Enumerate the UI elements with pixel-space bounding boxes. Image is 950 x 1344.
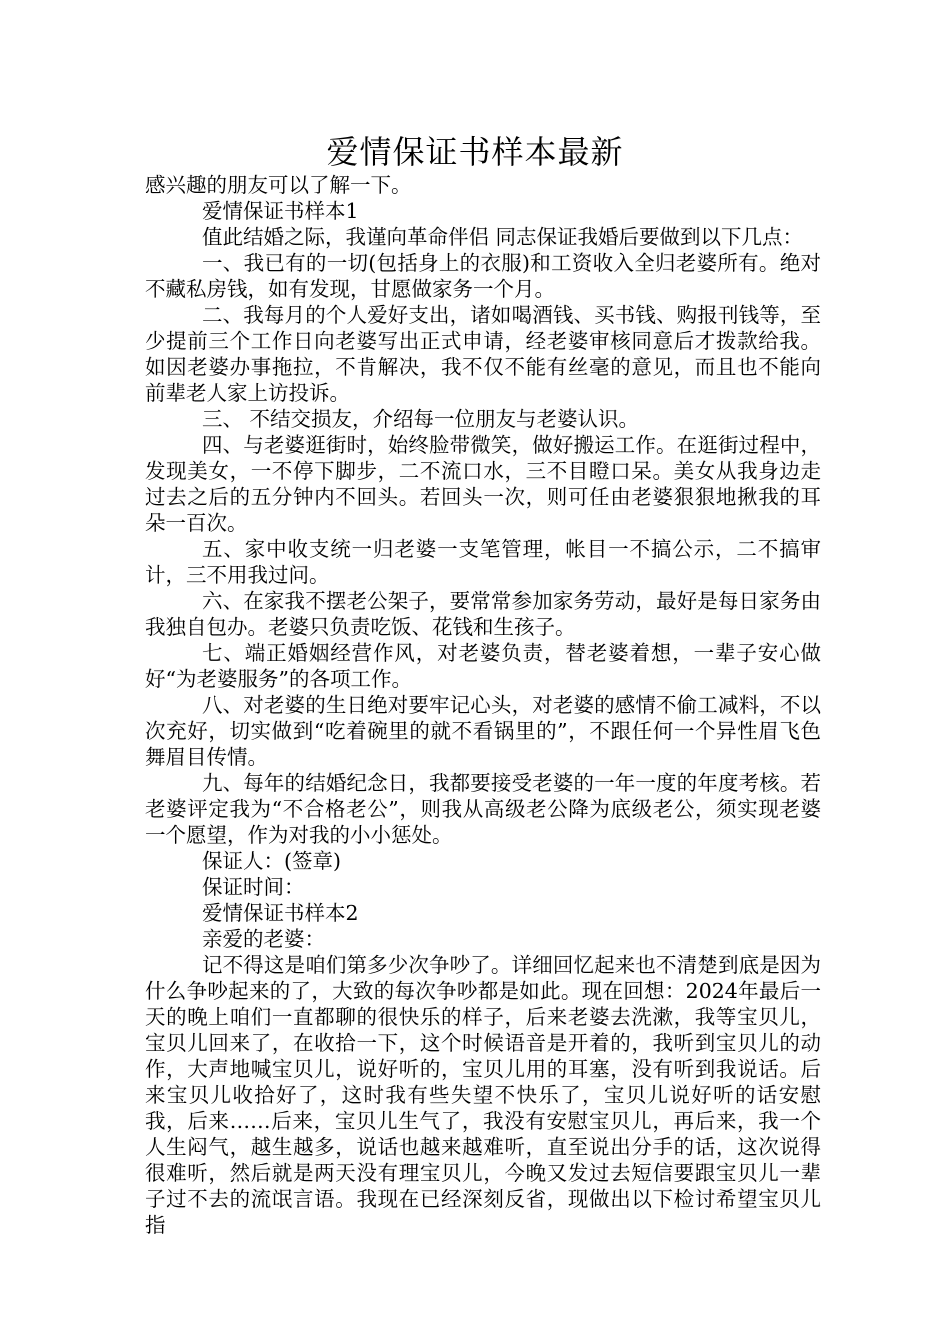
section-heading-sample-2: 爱情保证书样本2 (202, 901, 359, 925)
paragraph-item-9: 九、每年的结婚纪念日，我都要接受老婆的一年一度的年度考核。若老婆评定我为“不合格老公”，则我从高级老公降为底级老公，须实现老婆一个愿望，作为对我的小小惩处。 (145, 771, 821, 847)
paragraph-item-5: 五、家中收支统一归老婆一支笔管理，帐目一不搞公示，二不搞审计，三不用我过问。 (145, 537, 821, 587)
paragraph-item-2: 二、我每月的个人爱好支出，诸如喝酒钱、买书钱、购报刊钱等，至少提前三个工作日向老婆写出正式申请，经老婆审核同意后才拨款给我。如因老婆办事拖拉，不肯解决，我不仅不能有丝毫的意见，而且也不能向前辈老人家上访投诉。 (145, 303, 821, 405)
paragraph-item-1: 一、我已有的一切(包括身上的衣服)和工资收入全归老婆所有。绝对不藏私房钱，如有发现，甘愿做家务一个月。 (145, 251, 821, 301)
guarantee-date-line: 保证时间： (202, 875, 305, 899)
document-body (145, 172, 821, 1238)
document-title: 爱情保证书样本最新 (326, 133, 624, 171)
section-heading-sample-1: 爱情保证书样本1 (202, 199, 359, 223)
paragraph-item-4: 四、与老婆逛街时，始终脸带微笑，做好搬运工作。在逛街过程中，发现美女，一不停下脚步，二不流口水，三不目瞪口呆。美女从我身边走过去之后的五分钟内不回头。若回头一次，则可任由老婆狠狠地揪我的耳朵一百次。 (145, 433, 821, 535)
letter-salutation: 亲爱的老婆： (202, 927, 325, 951)
paragraph-item-7: 七、端正婚姻经营作风，对老婆负责，替老婆着想，一辈子安心做好“为老婆服务”的各项工作。 (145, 641, 821, 691)
letter-body-paragraph: 记不得这是咱们第多少次争吵了。详细回忆起来也不清楚到底是因为什么争吵起来的了，大致的每次争吵都是如此。现在回想：2024年最后一天的晚上咱们一直都聊的很快乐的样子，后来老婆去洗漱，我等宝贝儿，宝贝儿回来了，在收拾一下，这个时候语音是开着的，我听到宝贝儿的动作，大声地喊宝贝儿，说好听的，宝贝儿用的耳塞，没有听到我说话。后来宝贝儿收拾好了，这时我有些失望不快乐了，宝贝儿说好听的话安慰我，后来……后来，宝贝儿生气了，我没有安慰宝贝儿，再后来，我一个人生闷气，越生越多，说话也越来越难听，直至说出分手的话，这次说得很难听，然后就是两天没有理宝贝儿，今晚又发过去短信要跟宝贝儿一辈子过不去的流氓言语。我现在已经深刻反省，现做出以下检讨希望宝贝儿指 (145, 953, 821, 1237)
paragraph-item-3: 三、 不结交损友，介绍每一位朋友与老婆认识。 (202, 407, 640, 431)
guarantor-signature-line: 保证人：(签章) (202, 849, 341, 873)
paragraph-item-6: 六、在家我不摆老公架子，要常常参加家务劳动，最好是每日家务由我独自包办。老婆只负责吃饭、花钱和生孩子。 (145, 589, 821, 639)
paragraph-pledge-intro: 值此结婚之际，我谨向革命伴侣 同志保证我婚后要做到以下几点： (202, 225, 804, 249)
paragraph-item-8: 八、对老婆的生日绝对要牢记心头，对老婆的感情不偷工减料，不以次充好，切实做到“吃着碗里的就不看锅里的”，不跟任何一个异性眉飞色舞眉目传情。 (145, 693, 821, 769)
intro-paragraph: 感兴趣的朋友可以了解一下。 (145, 173, 412, 197)
